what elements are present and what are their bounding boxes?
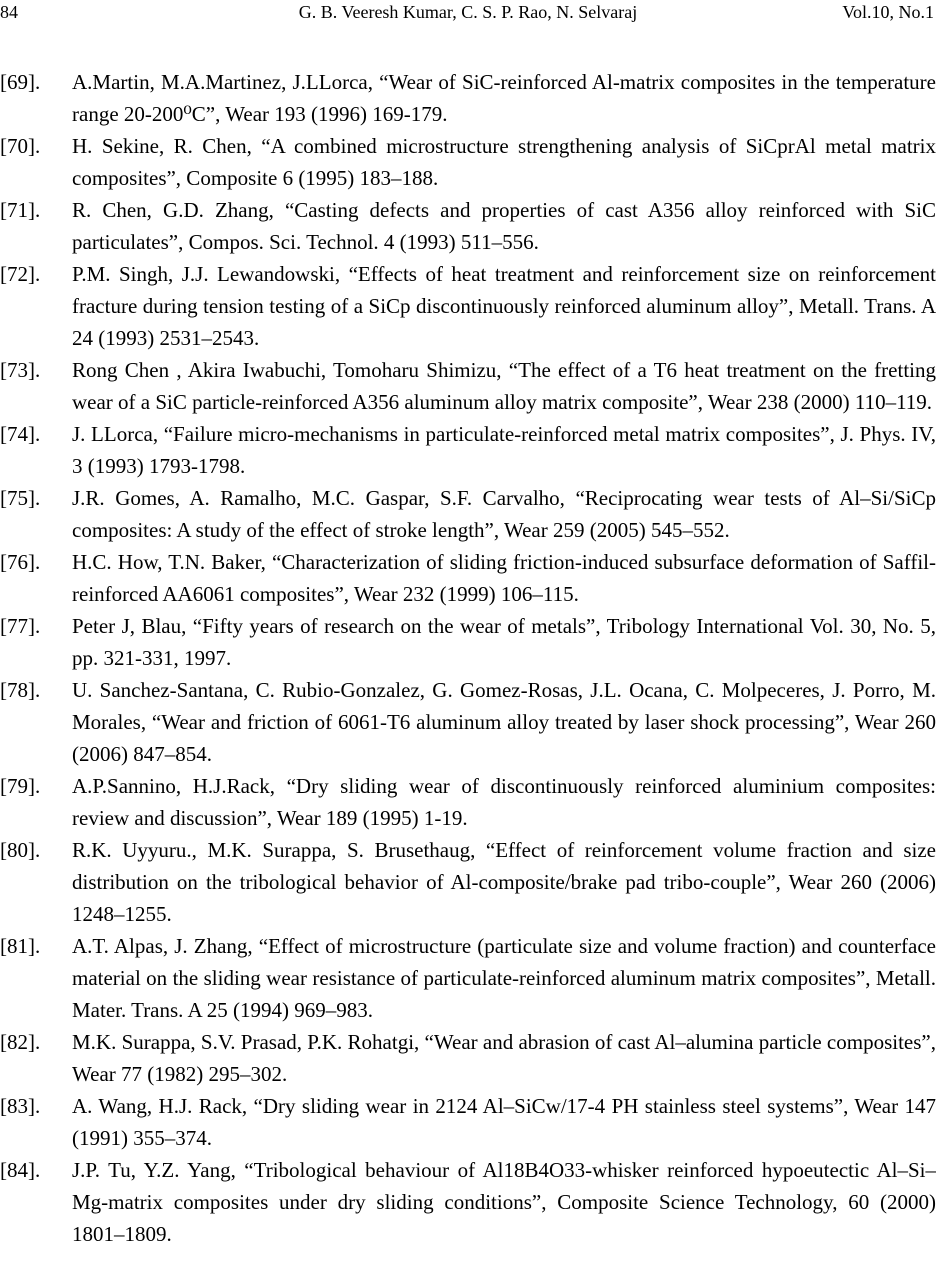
reference-text: A.P.Sannino, H.J.Rack, “Dry sliding wear of discontinuously reinforced aluminium composites: review and discussion”, Wear 189 (1995) 1-19. bbox=[72, 774, 936, 830]
reference-item bbox=[0, 258, 936, 354]
reference-text: A.T. Alpas, J. Zhang, “Effect of microstructure (particulate size and volume fraction) and counterface material on the sliding wear resistance of particulate-reinforced aluminum matrix composites”, Metall. Mater. Trans. A 25 (1994) 969–983. bbox=[72, 934, 936, 1022]
reference-text: A. Wang, H.J. Rack, “Dry sliding wear in 2124 Al–SiCw/17-4 PH stainless steel systems”, Wear 147 (1991) 355–374. bbox=[72, 1094, 936, 1150]
reference-number: [74]. bbox=[0, 422, 41, 446]
reference-item bbox=[0, 674, 936, 770]
reference-item bbox=[0, 482, 936, 546]
reference-number: [81]. bbox=[0, 934, 41, 958]
reference-number: [72]. bbox=[0, 262, 41, 286]
reference-text: J.R. Gomes, A. Ramalho, M.C. Gaspar, S.F. Carvalho, “Reciprocating wear tests of Al–Si/SiCp composites: A study of the effect of stroke length”, Wear 259 (2005) 545–552. bbox=[72, 486, 936, 542]
reference-item bbox=[0, 610, 936, 674]
reference-number: [84]. bbox=[0, 1158, 41, 1182]
reference-text: M.K. Surappa, S.V. Prasad, P.K. Rohatgi, “Wear and abrasion of cast Al–alumina particle composites”, Wear 77 (1982) 295–302. bbox=[72, 1030, 936, 1086]
reference-number: [70]. bbox=[0, 134, 41, 158]
reference-item bbox=[0, 834, 936, 930]
reference-item bbox=[0, 1090, 936, 1154]
reference-text: Rong Chen , Akira Iwabuchi, Tomoharu Shimizu, “The effect of a T6 heat treatment on the fretting wear of a SiC particle-reinforced A356 aluminum alloy matrix composite”, Wear 238 (2000) 110–119. bbox=[72, 358, 936, 414]
reference-list bbox=[0, 66, 936, 1250]
reference-item bbox=[0, 194, 936, 258]
reference-text: J.P. Tu, Y.Z. Yang, “Tribological behaviour of Al18B4O33-whisker reinforced hypoeutectic Al–Si–Mg-matrix composites under dry sliding conditions”, Composite Science Technology, 60 (2000) 1801–1809. bbox=[72, 1158, 936, 1246]
reference-item bbox=[0, 130, 936, 194]
reference-item bbox=[0, 1154, 936, 1250]
reference-item bbox=[0, 1026, 936, 1090]
reference-item bbox=[0, 418, 936, 482]
reference-number: [75]. bbox=[0, 486, 41, 510]
reference-text: H. Sekine, R. Chen, “A combined microstructure strengthening analysis of SiCprAl metal matrix composites”, Composite 6 (1995) 183–188. bbox=[72, 134, 936, 190]
reference-number: [77]. bbox=[0, 614, 41, 638]
reference-number: [73]. bbox=[0, 358, 41, 382]
reference-item bbox=[0, 66, 936, 130]
reference-number: [78]. bbox=[0, 678, 41, 702]
reference-text: R. Chen, G.D. Zhang, “Casting defects and properties of cast A356 alloy reinforced with SiC particulates”, Compos. Sci. Technol. 4 (1993) 511–556. bbox=[72, 198, 936, 254]
reference-item bbox=[0, 930, 936, 1026]
journal-volume: Vol.10, No.1 bbox=[842, 2, 934, 22]
reference-item bbox=[0, 546, 936, 610]
reference-text: H.C. How, T.N. Baker, “Characterization of sliding friction-induced subsurface deformation of Saffil-reinforced AA6061 composites”, Wear 232 (1999) 106–115. bbox=[72, 550, 936, 606]
reference-number: [71]. bbox=[0, 198, 41, 222]
reference-number: [80]. bbox=[0, 838, 41, 862]
reference-text: Peter J, Blau, “Fifty years of research on the wear of metals”, Tribology International Vol. 30, No. 5, pp. 321-331, 1997. bbox=[72, 614, 936, 670]
reference-text: U. Sanchez-Santana, C. Rubio-Gonzalez, G. Gomez-Rosas, J.L. Ocana, C. Molpeceres, J. Porro, M. Morales, “Wear and friction of 6061-T6 aluminum alloy treated by laser shock processing”, Wear 260 (2006) 847–854. bbox=[72, 678, 936, 766]
reference-item bbox=[0, 354, 936, 418]
reference-number: [83]. bbox=[0, 1094, 41, 1118]
running-authors: G. B. Veeresh Kumar, C. S. P. Rao, N. Selvaraj bbox=[298, 2, 638, 22]
reference-item bbox=[0, 770, 936, 834]
reference-number: [76]. bbox=[0, 550, 41, 574]
reference-text: J. LLorca, “Failure micro-mechanisms in particulate-reinforced metal matrix composites”, J. Phys. IV, 3 (1993) 1793-1798. bbox=[72, 422, 936, 478]
reference-text: P.M. Singh, J.J. Lewandowski, “Effects of heat treatment and reinforcement size on reinforcement fracture during tension testing of a SiCp discontinuously reinforced aluminum alloy”, Metall. Trans. A 24 (1993) 2531–2543. bbox=[72, 262, 936, 350]
page-number: 84 bbox=[0, 2, 18, 22]
reference-number: [79]. bbox=[0, 774, 41, 798]
reference-number: [69]. bbox=[0, 70, 41, 94]
reference-text: R.K. Uyyuru., M.K. Surappa, S. Brusethaug, “Effect of reinforcement volume fraction and size distribution on the tribological behavior of Al-composite/brake pad tribo-couple”, Wear 260 (2006) 1248–1255. bbox=[72, 838, 936, 926]
running-header bbox=[0, 0, 936, 24]
reference-number: [82]. bbox=[0, 1030, 41, 1054]
reference-text: A.Martin, M.A.Martinez, J.LLorca, “Wear of SiC-reinforced Al-matrix composites in the temperature range 20-200⁰C”, Wear 193 (1996) 169-179. bbox=[72, 70, 936, 126]
